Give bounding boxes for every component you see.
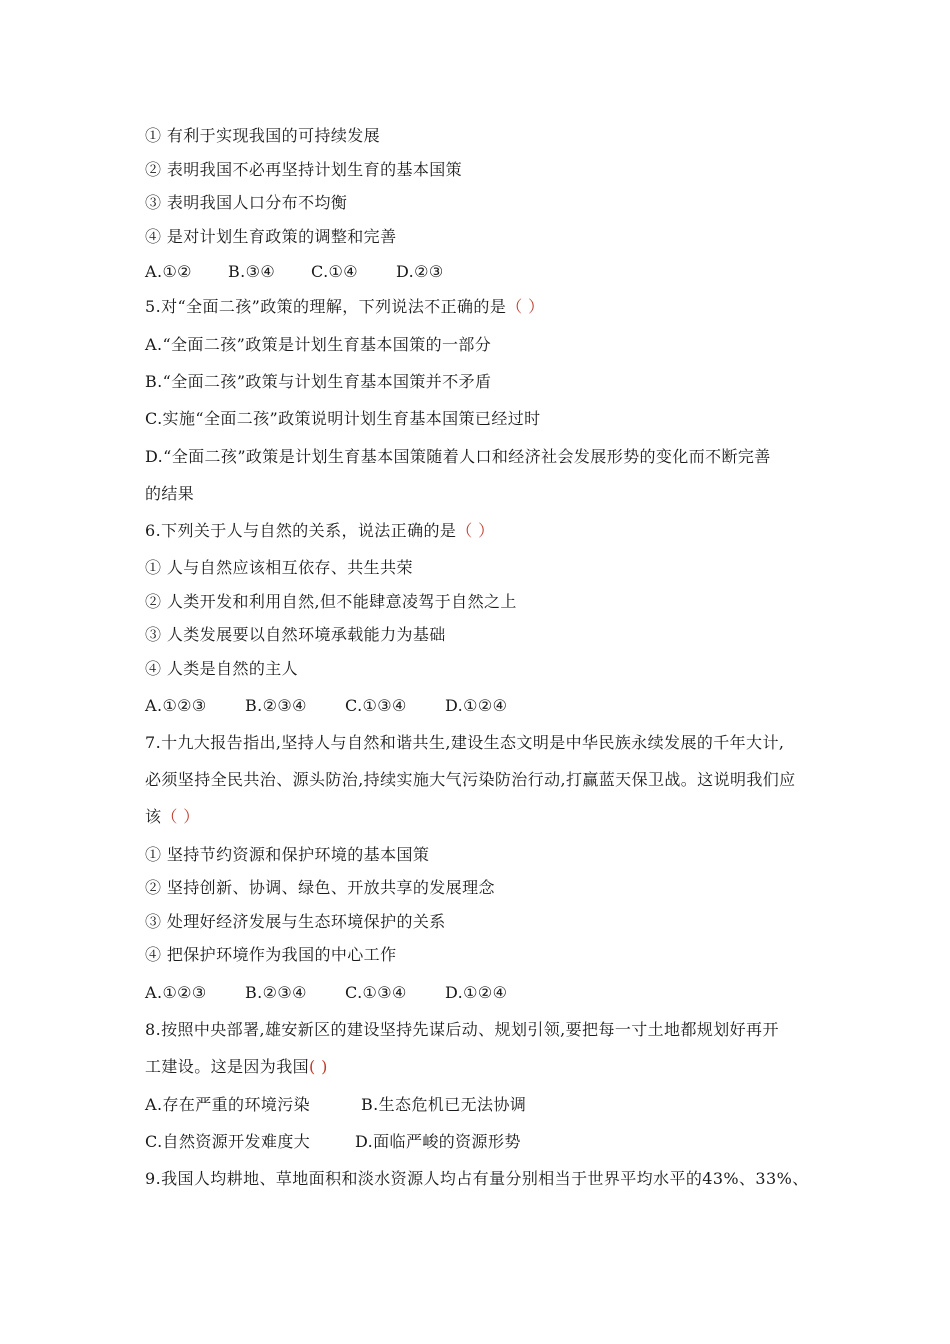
q8-options-row-1 [145,1095,526,1115]
q7-statement-4: ④ 把保护环境作为我国的中心工作 [145,945,397,964]
q7-statement-1: ① 坚持节约资源和保护环境的基本国策 [145,845,430,864]
q6-option-a: A.①②③ [145,696,207,715]
q4-option-b: B.③④ [228,262,276,281]
q7-statement-2: ② 坚持创新、协调、绿色、开放共享的发展理念 [145,878,495,897]
q7-stem-line-3-text: 该 [145,807,162,826]
q5-option-d: D.“全面二孩”政策是计划生育基本国策随着人口和经济社会发展形势的变化而不断完善 [145,447,771,466]
q6-stem-text: 6.下列关于人与自然的关系，说法正确的是 [145,521,457,540]
q8-option-a: A.存在严重的环境污染 [145,1095,311,1114]
q5-stem [145,297,545,317]
q6-stem [145,521,495,541]
q6-answer-paren: （ ） [456,521,495,540]
q5-option-b: B.“全面二孩”政策与计划生育基本国策并不矛盾 [145,372,492,391]
q8-options-row-2 [145,1132,521,1152]
q8-answer-paren: ( ) [309,1057,328,1076]
q8-stem-line-1: 8.按照中央部署,雄安新区的建设坚持先谋后动、规划引领,要把每一寸土地都规划好再开 [145,1020,779,1039]
q8-option-c: C.自然资源开发难度大 [145,1132,311,1151]
q4-option-d: D.②③ [396,262,444,281]
q7-stem-line-1: 7.十九大报告指出,坚持人与自然和谐共生,建设生态文明是中华民族永续发展的千年大计, [145,733,785,752]
q7-option-c: C.①③④ [345,983,407,1002]
q8-stem-line-2-text: 工建设。这是因为我国 [145,1057,310,1076]
q7-stem-line-3 [145,807,200,827]
q7-option-b: B.②③④ [245,983,307,1002]
q6-option-b: B.②③④ [245,696,307,715]
q7-stem-line-2: 必须坚持全民共治、源头防治,持续实施大气污染防治行动,打赢蓝天保卫战。这说明我们应 [145,770,796,789]
q6-option-d: D.①②④ [445,696,508,715]
q8-option-b: B.生态危机已无法协调 [361,1095,527,1114]
q6-statement-2: ② 人类开发和利用自然,但不能肆意凌驾于自然之上 [145,592,517,611]
q8-option-d: D.面临严峻的资源形势 [355,1132,521,1151]
q4-statement-4: ④ 是对计划生育政策的调整和完善 [145,227,397,246]
q7-options [145,983,507,1003]
q4-options [145,262,444,282]
q6-option-c: C.①③④ [345,696,407,715]
q8-stem-line-2 [145,1057,328,1077]
q4-statement-1: ① 有利于实现我国的可持续发展 [145,126,381,145]
q5-option-a: A.“全面二孩”政策是计划生育基本国策的一部分 [145,335,492,354]
q7-option-d: D.①②④ [445,983,508,1002]
q4-option-c: C.①④ [311,262,359,281]
q9-stem: 9.我国人均耕地、草地面积和淡水资源人均占有量分别相当于世界平均水平的43%、33%、 [145,1169,809,1188]
q6-statement-4: ④ 人类是自然的主人 [145,659,299,678]
q7-option-a: A.①②③ [145,983,207,1002]
q7-statement-3: ③ 处理好经济发展与生态环境保护的关系 [145,912,446,931]
q6-statement-1: ① 人与自然应该相互依存、共生共荣 [145,558,413,577]
q5-option-c: C.实施“全面二孩”政策说明计划生育基本国策已经过时 [145,409,541,428]
q4-option-a: A.①② [145,262,192,281]
q6-options [145,696,507,716]
q5-answer-paren: （ ） [506,297,545,316]
q4-statement-2: ② 表明我国不必再坚持计划生育的基本国策 [145,160,463,179]
q6-statement-3: ③ 人类发展要以自然环境承载能力为基础 [145,625,446,644]
q5-stem-text: 5.对“全面二孩”政策的理解，下列说法不正确的是 [145,297,507,316]
q5-option-d-continued: 的结果 [145,484,195,503]
q7-answer-paren: （ ） [161,807,200,826]
q4-statement-3: ③ 表明我国人口分布不均衡 [145,193,348,212]
